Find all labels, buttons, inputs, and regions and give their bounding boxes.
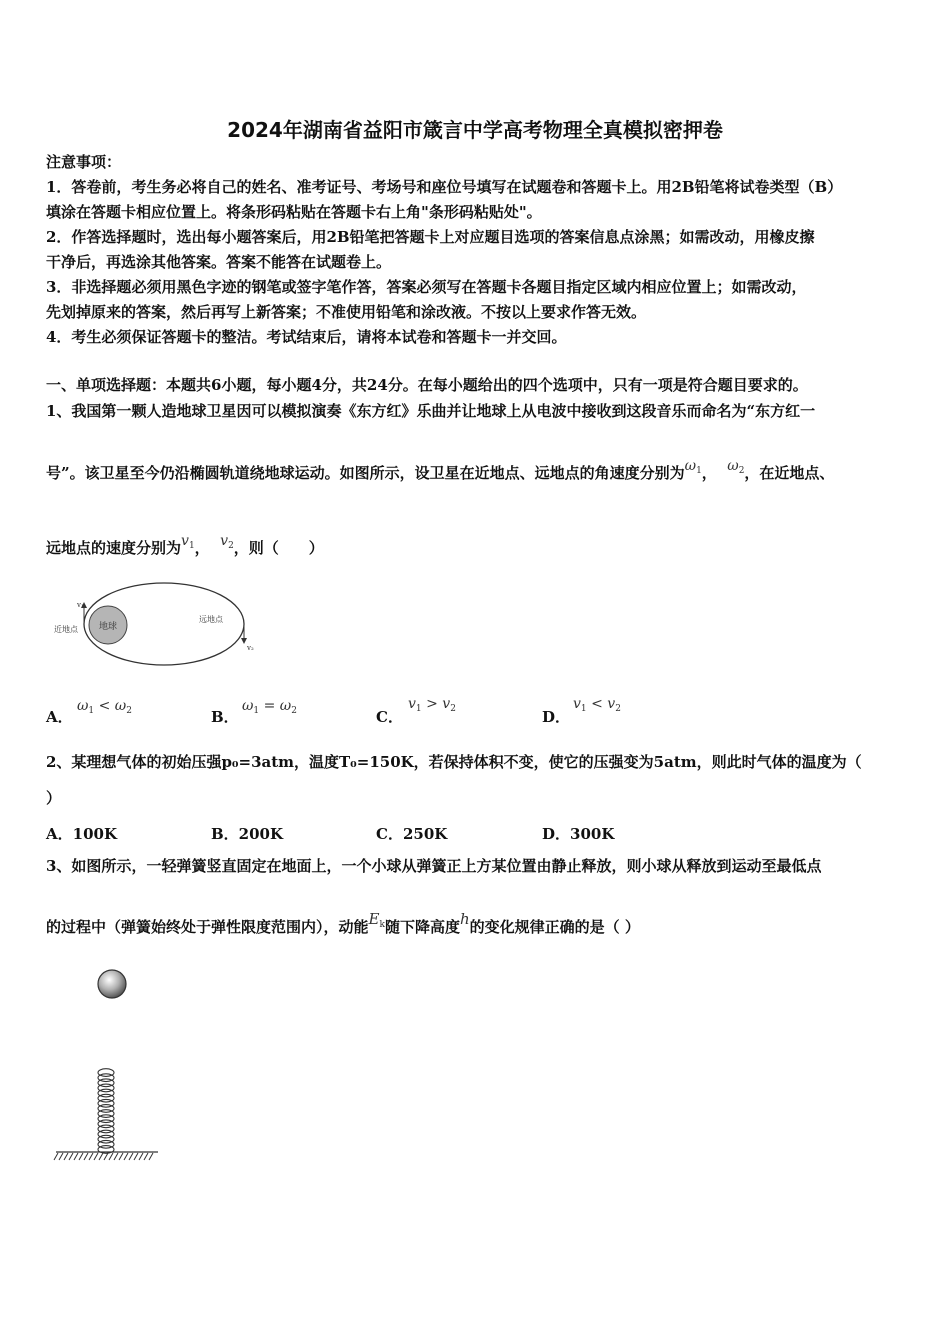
q3-line1: 3、如图所示，一轻弹簧竖直固定在地面上，一个小球从弹簧正上方某位置由静止释放，则小球从释放到运动至最低点 (46, 857, 822, 875)
q1-line3-tail: ，则（ ） (233, 539, 324, 557)
v2-symbol: $v_2$ (220, 533, 234, 551)
far-point-label: 远地点 (199, 615, 223, 624)
hatch-line (149, 1153, 153, 1160)
ball (98, 970, 126, 998)
notice-line: 2．作答选择题时，选出每小题答案后，用2B铅笔把答题卡上对应题目选项的答案信息点涂黑；如需改动，用橡皮擦 (46, 228, 815, 246)
notice-line: 先划掉原来的答案，然后再写上新答案；不准使用铅笔和涂改液。不按以上要求作答无效。 (46, 303, 647, 321)
hatch-line (139, 1153, 143, 1160)
hatch-line (84, 1153, 88, 1160)
omega2-symbol: $\omega_2$ (727, 458, 745, 476)
q1-option-a-label[interactable]: A． (46, 708, 73, 726)
q1-option-c-label[interactable]: C． (376, 708, 403, 726)
ek-symbol: $E_k$ (368, 910, 385, 930)
notice-line: 1．答卷前，考生务必将自己的姓名、准考证号、考场号和座位号填写在试题卷和答题卡上。用2B铅笔将试卷类型（B） (46, 178, 843, 196)
earth-label: 地球 (98, 622, 118, 632)
hatch-line (114, 1153, 118, 1160)
q2-option-d[interactable]: D．300K (542, 825, 615, 843)
hatch-line (134, 1153, 138, 1160)
ground-hatching (54, 1153, 153, 1160)
hatch-line (54, 1153, 58, 1160)
v1-label: v₁ (77, 601, 84, 609)
v2-label: v₂ (247, 644, 254, 652)
q2-option-b[interactable]: B．200K (211, 825, 284, 843)
q1-line3-text: 远地点的速度分别为 (46, 539, 182, 557)
q1-line2: 号”。该卫星至今仍沿椭圆轨道绕地球运动。如图所示，设卫星在近地点、远地点的角速度分别为$\omega_1$， $\omega_2$，在近地点、 (46, 458, 835, 482)
hatch-line (104, 1153, 108, 1160)
notice-line: 填涂在答题卡相应位置上。将条形码粘贴在答题卡右上角"条形码粘贴处"。 (46, 203, 542, 221)
hatch-line (89, 1153, 93, 1160)
notice-line: 4．考生必须保证答题卡的整洁。考试结束后，请将本试卷和答题卡一并交回。 (46, 328, 567, 346)
hatch-line (109, 1153, 113, 1160)
hatch-line (79, 1153, 83, 1160)
hatch-line (129, 1153, 133, 1160)
q2-option-c[interactable]: C．250K (376, 825, 448, 843)
hatch-line (144, 1153, 148, 1160)
hatch-line (124, 1153, 128, 1160)
notice-line: 3．非选择题必须用黑色字迹的钢笔或签字笔作答，答案必须写在答题卡各题目指定区域内相应位置上；如需改动， (46, 278, 807, 296)
orbit-figure (50, 582, 254, 672)
q1-option-b-label[interactable]: B． (211, 708, 239, 726)
q1-line2-text: 号”。该卫星至今仍沿椭圆轨道绕地球运动。如图所示，设卫星在近地点、远地点的角速度分别为 (46, 464, 685, 482)
hatch-line (94, 1153, 98, 1160)
q1-line3: 远地点的速度分别为$v_1$， $v_2$，则（ ） (46, 533, 324, 557)
q3-line2-mid: 随下降高度 (384, 918, 460, 936)
q2-line2: ） (46, 789, 62, 807)
hatch-line (64, 1153, 68, 1160)
page-title: 2024年湖南省益阳市箴言中学高考物理全真模拟密押卷 (227, 118, 723, 142)
near-point-label: 近地点 (54, 625, 78, 634)
h-symbol: h (459, 910, 470, 928)
q3-line2 (46, 910, 640, 942)
v1-symbol: $v_1$ (181, 533, 195, 551)
section-heading: 一、单项选择题：本题共6小题，每小题4分，共24分。在每小题给出的四个选项中，只有一项是符合题目要求的。 (46, 376, 808, 394)
hatch-line (59, 1153, 63, 1160)
q2-line1: 2、某理想气体的初始压强p₀=3atm，温度T₀=150K，若保持体积不变，使它的压强变为5atm，则此时气体的温度为（ (46, 753, 862, 771)
spring-figure (50, 962, 170, 1172)
q1-option-d-formula: $v_1 < v_2$ (573, 696, 621, 714)
spring (98, 1069, 114, 1154)
omega1-symbol: $\omega_1$ (684, 458, 702, 476)
q1-line1: 1、我国第一颗人造地球卫星因可以模拟演奏《东方红》乐曲并让地球上从电波中接收到这段音乐而命名为“东方红一 (46, 402, 816, 420)
notice-heading: 注意事项： (46, 153, 122, 171)
hatch-line (69, 1153, 73, 1160)
hatch-line (74, 1153, 78, 1160)
q1-option-d-label[interactable]: D． (542, 708, 571, 726)
hatch-line (99, 1153, 103, 1160)
q3-line2-text: 的过程中（弹簧始终处于弹性限度范围内），动能 (46, 918, 369, 936)
q2-option-a[interactable]: A．100K (46, 825, 117, 843)
hatch-line (119, 1153, 123, 1160)
q1-option-b-formula: $\omega_1 = \omega_2$ (242, 698, 297, 716)
q1-line2-tail: ，在近地点、 (744, 464, 835, 482)
q1-option-a-formula: $\omega_1 < \omega_2$ (77, 698, 132, 716)
notice-line: 干净后，再选涂其他答案。答案不能答在试题卷上。 (46, 253, 392, 271)
q1-option-c-formula: $v_1 > v_2$ (408, 696, 456, 714)
q3-line2-tail: 的变化规律正确的是（ ） (469, 918, 640, 936)
